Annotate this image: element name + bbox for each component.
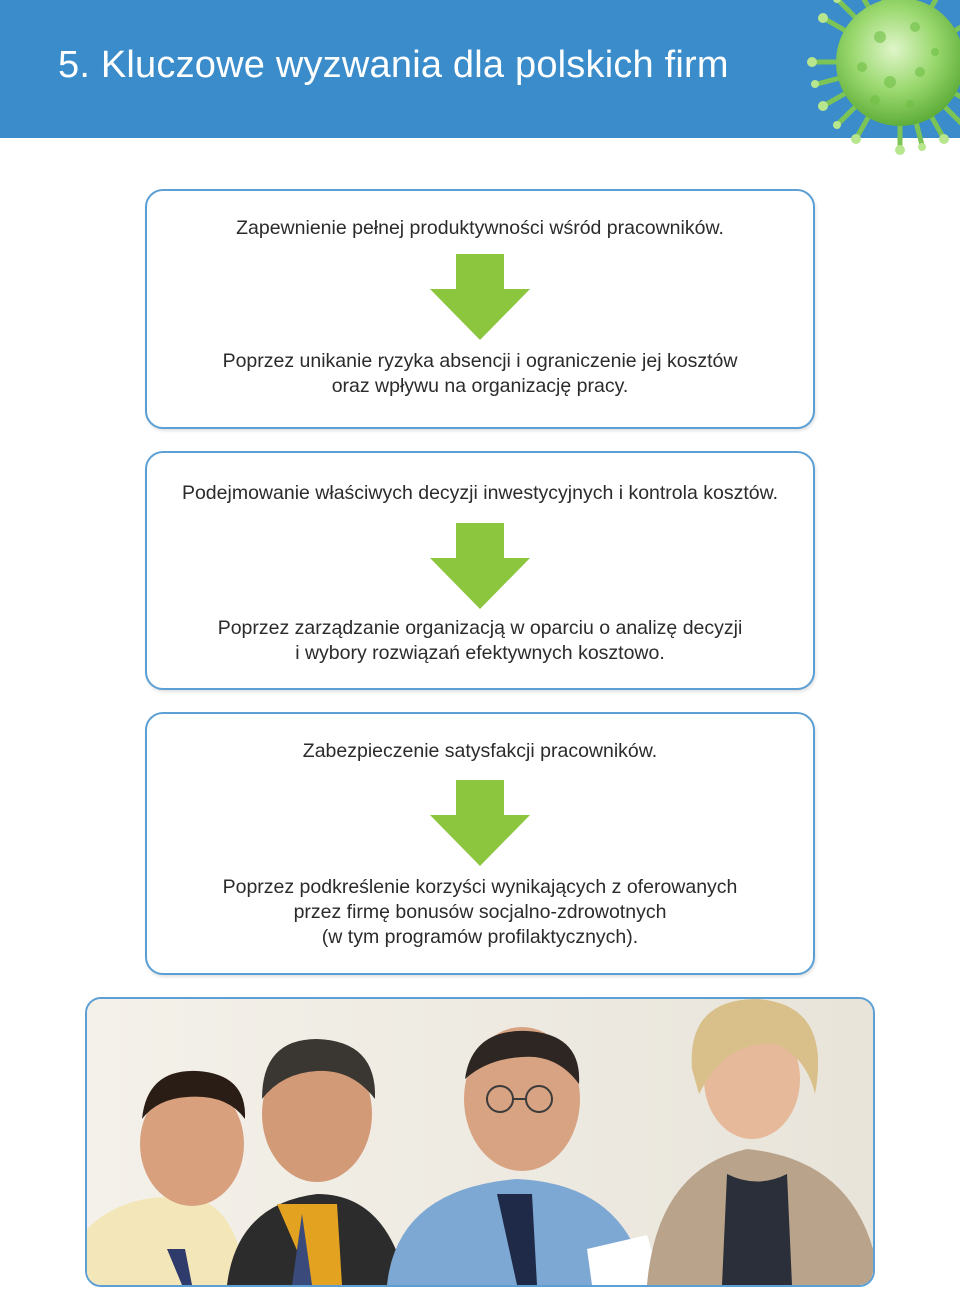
solution-line-2: i wybory rozwiązań efektywnych kosztowo. (295, 642, 665, 664)
challenge-card-2 (145, 451, 815, 690)
green-down-arrow-icon (430, 523, 530, 609)
challenge-solution (147, 349, 813, 399)
solution-line-1: Poprzez unikanie ryzyka absencji i ograniczenie jej kosztów (222, 350, 738, 372)
green-down-arrow-icon (430, 254, 530, 340)
solution-line-1: Poprzez podkreślenie korzyści wynikających z oferowanych (222, 876, 738, 898)
page-title: 5. Kluczowe wyzwania dla polskich firm (58, 44, 729, 86)
challenge-statement: Zapewnienie pełnej produktywności wśród pracowników. (236, 217, 724, 239)
solution-line-2: przez firmę bonusów socjalno-zdrowotnych (293, 901, 667, 923)
business-meeting-photo (85, 997, 875, 1287)
green-virus-icon (780, 0, 960, 170)
solution-line-3: (w tym programów profilaktycznych). (321, 926, 639, 948)
solution-line-1: Poprzez zarządzanie organizacją w oparciu o analizę decyzji (217, 617, 743, 639)
challenge-solution (147, 875, 813, 950)
challenge-card-1 (145, 189, 815, 429)
challenge-card-3 (145, 712, 815, 975)
solution-line-2: oraz wpływu na organizację pracy. (331, 375, 629, 397)
challenge-statement: Podejmowanie właściwych decyzji inwestycyjnych i kontrola kosztów. (181, 482, 779, 504)
challenge-solution (147, 616, 813, 666)
green-down-arrow-icon (430, 780, 530, 866)
challenge-statement: Zabezpieczenie satysfakcji pracowników. (302, 740, 658, 762)
